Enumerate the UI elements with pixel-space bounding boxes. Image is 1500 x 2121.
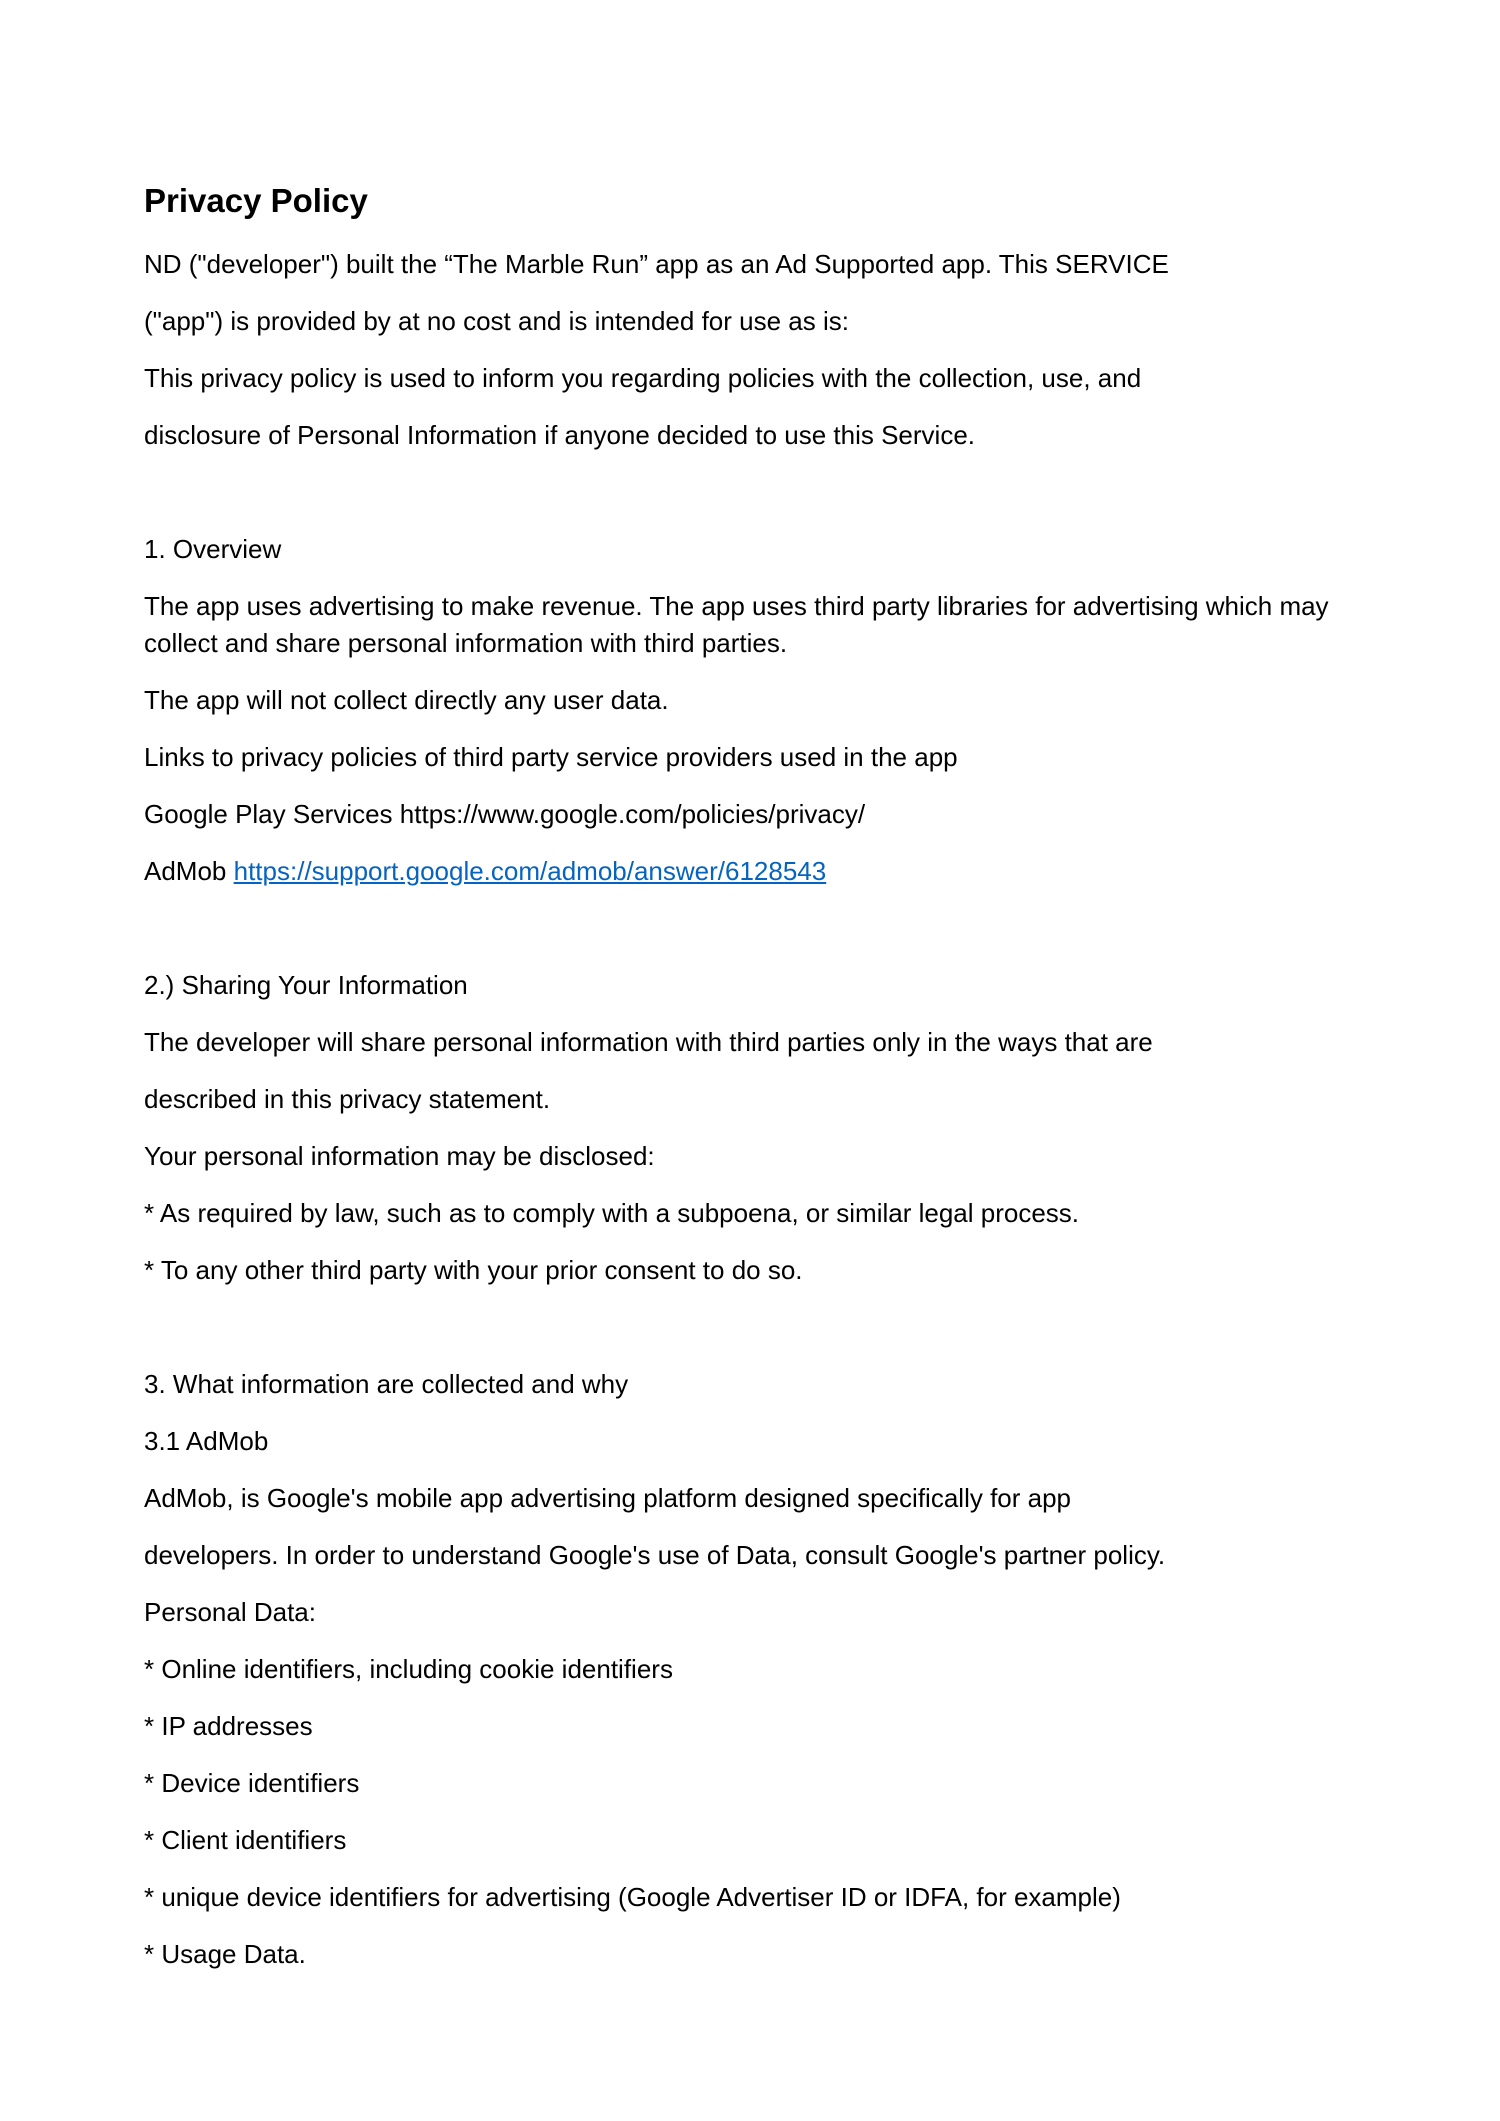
intro-line: ND ("developer") built the “The Marble Run” app as an Ad Supported app. This SERVICE: [144, 249, 1169, 279]
sharing-bullet: * To any other third party with your prior consent to do so.: [144, 1255, 803, 1285]
sharing-line: described in this privacy statement.: [144, 1084, 551, 1114]
personal-data-item: * Device identifiers: [144, 1768, 360, 1798]
overview-paragraph-line: The app uses advertising to make revenue. The app uses third party libraries for advertising which may: [144, 591, 1329, 621]
google-play-services-line: Google Play Services https://www.google.com/policies/privacy/: [144, 799, 866, 829]
personal-data-item: * Usage Data.: [144, 1939, 306, 1969]
intro-line: This privacy policy is used to inform you regarding policies with the collection, use, and: [144, 363, 1142, 393]
collected-line: AdMob, is Google's mobile app advertising platform designed specifically for app: [144, 1483, 1072, 1513]
intro-line: disclosure of Personal Information if anyone decided to use this Service.: [144, 420, 976, 450]
section-heading-sharing: 2.) Sharing Your Information: [144, 970, 468, 1000]
admob-policy-link[interactable]: https://support.google.com/admob/answer/6128543: [233, 856, 827, 886]
personal-data-label: Personal Data:: [144, 1597, 316, 1627]
personal-data-item: * Online identifiers, including cookie identifiers: [144, 1654, 673, 1684]
personal-data-item: * IP addresses: [144, 1711, 313, 1741]
sharing-line: Your personal information may be disclosed:: [144, 1141, 655, 1171]
overview-paragraph-line: collect and share personal information with third parties.: [144, 628, 788, 658]
sharing-bullet: * As required by law, such as to comply with a subpoena, or similar legal process.: [144, 1198, 1080, 1228]
admob-line: [144, 855, 826, 887]
sub-heading-admob: 3.1 AdMob: [144, 1426, 269, 1456]
intro-line: ("app") is provided by at no cost and is intended for use as is:: [144, 306, 849, 336]
admob-label: AdMob: [144, 856, 227, 886]
section-heading-collected: 3. What information are collected and why: [144, 1369, 629, 1399]
overview-paragraph: Links to privacy policies of third party service providers used in the app: [144, 742, 958, 772]
overview-paragraph: The app will not collect directly any user data.: [144, 685, 669, 715]
collected-line: developers. In order to understand Google's use of Data, consult Google's partner policy.: [144, 1540, 1166, 1570]
personal-data-item: * Client identifiers: [144, 1825, 347, 1855]
page-title: Privacy Policy: [144, 182, 368, 219]
personal-data-item: * unique device identifiers for advertising (Google Advertiser ID or IDFA, for example): [144, 1882, 1121, 1912]
section-heading-overview: 1. Overview: [144, 534, 282, 564]
sharing-line: The developer will share personal information with third parties only in the ways that are: [144, 1027, 1153, 1057]
